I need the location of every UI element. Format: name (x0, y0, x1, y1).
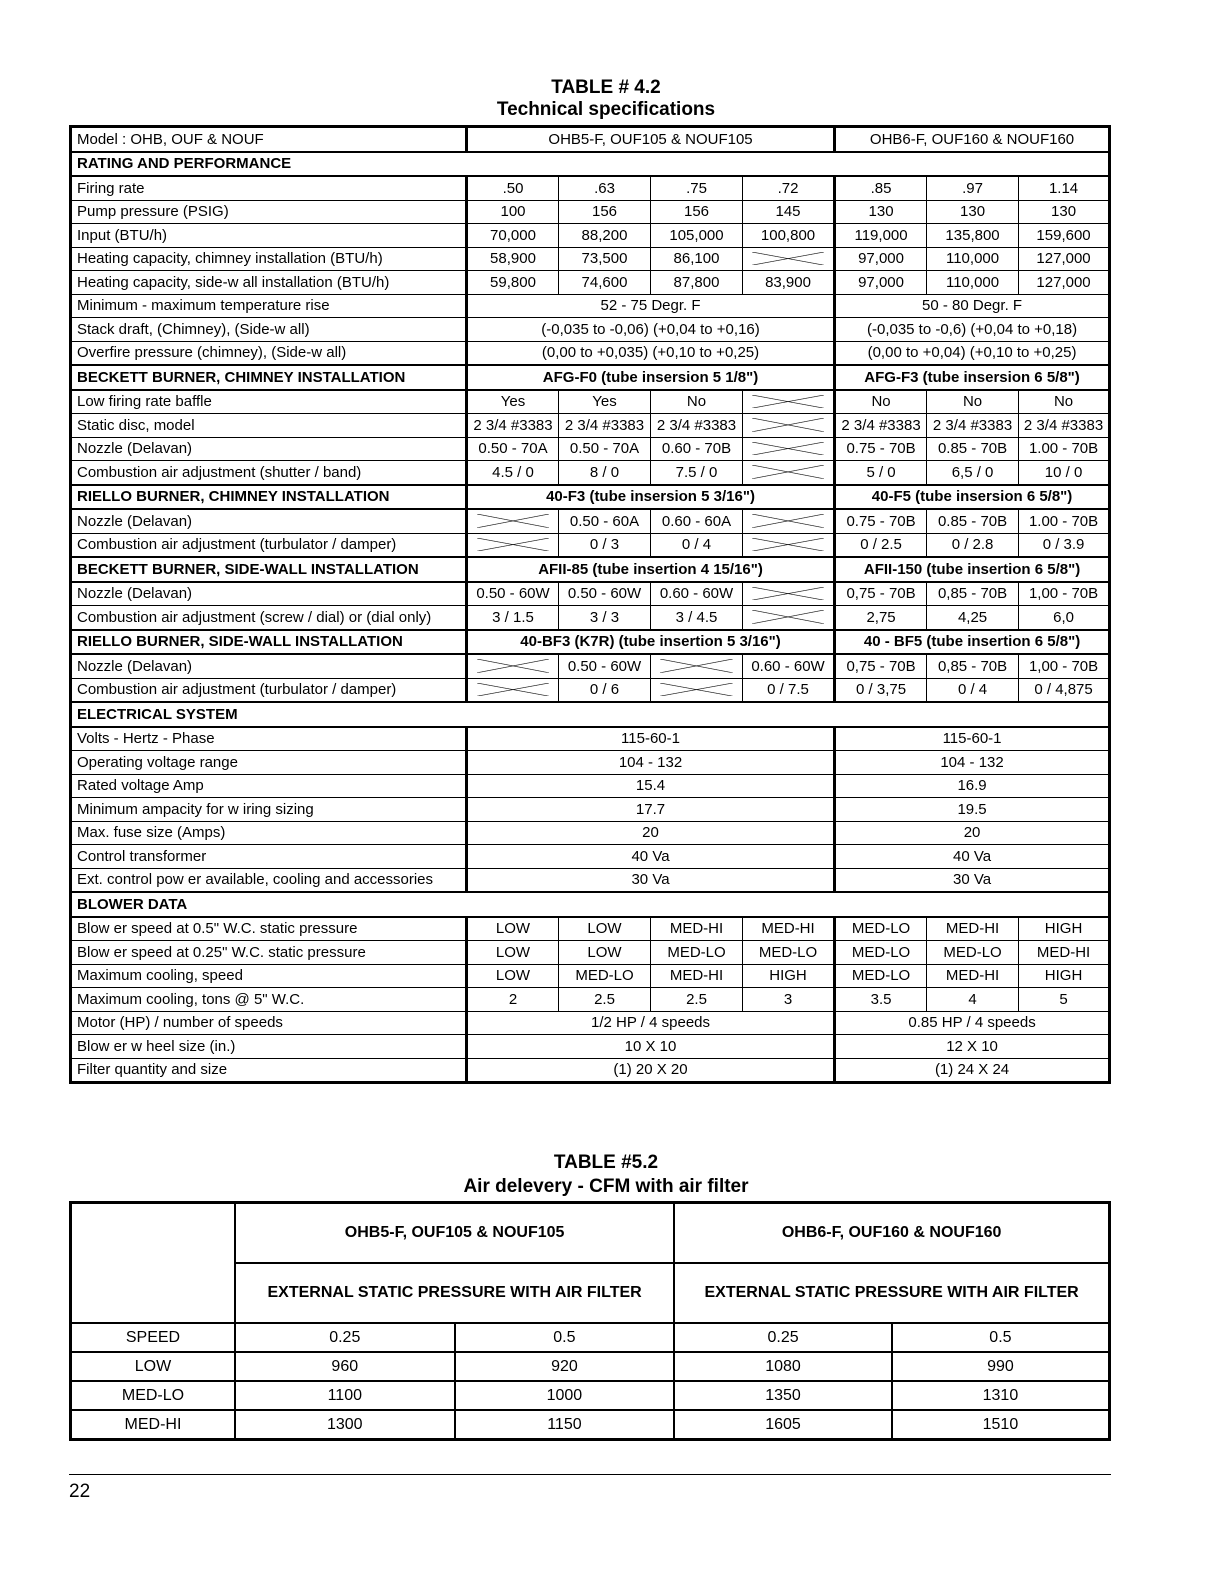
row-label: Heating capacity, chimney installation (BTU/h) (71, 247, 467, 271)
value-cell: 0 / 4 (651, 533, 743, 557)
row-label: Motor (HP) / number of speeds (71, 1011, 467, 1035)
table-4-2-title: TABLE # 4.2 (551, 77, 661, 98)
value-cell: 0 / 4,875 (1019, 678, 1110, 702)
value-cell: 0.75 - 70B (835, 509, 927, 533)
value-cell: 5 / 0 (835, 461, 927, 485)
row-label: Ext. control pow er available, cooling and accessories (71, 868, 467, 892)
cfm-cell: 920 (455, 1352, 675, 1381)
value-cell: 7.5 / 0 (651, 461, 743, 485)
value-cell: 0 / 6 (559, 678, 651, 702)
not-applicable-cell (743, 509, 835, 533)
value-cell: OHB5-F, OUF105 & NOUF105 (467, 127, 835, 152)
section-header-row (71, 152, 1110, 177)
value-cell: (-0,035 to -0,06) (+0,04 to +0,16) (467, 318, 835, 342)
value-cell: 15.4 (467, 774, 835, 798)
value-cell: (0,00 to +0,04) (+0,10 to +0,25) (835, 341, 1110, 365)
value-cell: 100,800 (743, 224, 835, 248)
value-cell: 104 - 132 (835, 751, 1110, 775)
footer-divider (69, 1474, 1111, 1475)
value-cell: AFG-F3 (tube insersion 6 5/8") (835, 365, 1110, 390)
value-cell: AFII-85 (tube insertion 4 15/16") (467, 557, 835, 582)
table-row (71, 727, 1110, 751)
row-label: Nozzle (Delavan) (71, 654, 467, 678)
value-cell: 0.50 - 60W (559, 654, 651, 678)
value-cell: 105,000 (651, 224, 743, 248)
value-cell: MED-LO (835, 964, 927, 988)
value-cell: 0.50 - 70A (467, 437, 559, 461)
value-cell: 3 / 4.5 (651, 606, 743, 630)
not-applicable-cell (743, 437, 835, 461)
row-label: Combustion air adjustment (turbulator / damper) (71, 678, 467, 702)
value-cell: 73,500 (559, 247, 651, 271)
row-label: Model : OHB, OUF & NOUF (71, 127, 467, 152)
value-cell: 156 (559, 200, 651, 224)
value-cell: 0,85 - 70B (927, 582, 1019, 606)
value-cell: 6,0 (1019, 606, 1110, 630)
value-cell: No (835, 390, 927, 414)
value-cell: Yes (467, 390, 559, 414)
value-cell: MED-HI (743, 917, 835, 941)
not-applicable-cell (743, 461, 835, 485)
section-header-row (71, 702, 1110, 727)
value-cell: 115-60-1 (835, 727, 1110, 751)
value-cell: 130 (835, 200, 927, 224)
table-row (71, 868, 1110, 892)
not-applicable-cell (743, 533, 835, 557)
value-cell: 159,600 (1019, 224, 1110, 248)
value-cell: .85 (835, 176, 927, 200)
value-cell: MED-HI (651, 917, 743, 941)
value-cell: 0.60 - 60A (651, 509, 743, 533)
value-cell: 0.50 - 70A (559, 437, 651, 461)
table-row (71, 751, 1110, 775)
cfm-cell: 1605 (674, 1410, 892, 1440)
value-cell: 2 3/4 #3383 (835, 414, 927, 438)
model-b-header: OHB6-F, OUF160 & NOUF160 (674, 1203, 1109, 1264)
value-cell: HIGH (1019, 917, 1110, 941)
value-cell: 110,000 (927, 271, 1019, 295)
empty-corner-cell (71, 1203, 235, 1324)
not-applicable-cell (743, 247, 835, 271)
esp-header-a: EXTERNAL STATIC PRESSURE WITH AIR FILTER (235, 1263, 674, 1323)
row-label: Combustion air adjustment (screw / dial) or (dial only) (71, 606, 467, 630)
value-cell: AFII-150 (tube insertion 6 5/8") (835, 557, 1110, 582)
value-cell: 16.9 (835, 774, 1110, 798)
esp-header-b: EXTERNAL STATIC PRESSURE WITH AIR FILTER (674, 1263, 1109, 1323)
table-row (71, 988, 1110, 1012)
value-cell: No (1019, 390, 1110, 414)
value-cell: 20 (835, 821, 1110, 845)
value-cell: 83,900 (743, 271, 835, 295)
value-cell: 115-60-1 (467, 727, 835, 751)
value-cell: 0 / 2.5 (835, 533, 927, 557)
table-row (71, 845, 1110, 869)
table-row (71, 1352, 1110, 1381)
value-cell: 0.50 - 60W (559, 582, 651, 606)
value-cell: 2 3/4 #3383 (1019, 414, 1110, 438)
value-cell: 156 (651, 200, 743, 224)
row-label: Nozzle (Delavan) (71, 509, 467, 533)
value-cell: 4 (927, 988, 1019, 1012)
model-a-header: OHB5-F, OUF105 & NOUF105 (235, 1203, 674, 1264)
table-row (71, 390, 1110, 414)
row-label: BECKETT BURNER, CHIMNEY INSTALLATION (71, 365, 467, 390)
row-label: Combustion air adjustment (shutter / band) (71, 461, 467, 485)
row-label: Nozzle (Delavan) (71, 582, 467, 606)
value-cell: 1,00 - 70B (1019, 654, 1110, 678)
value-cell: 0,85 - 70B (927, 654, 1019, 678)
value-cell: 2 (467, 988, 559, 1012)
value-cell: 110,000 (927, 247, 1019, 271)
table-row (71, 582, 1110, 606)
table-row (71, 774, 1110, 798)
not-applicable-cell (743, 414, 835, 438)
speed-header: SPEED (71, 1323, 235, 1352)
value-cell: MED-LO (559, 964, 651, 988)
value-cell: 86,100 (651, 247, 743, 271)
row-label: Nozzle (Delavan) (71, 437, 467, 461)
value-cell: 2,75 (835, 606, 927, 630)
row-label: Minimum ampacity for w iring sizing (71, 798, 467, 822)
value-cell: MED-HI (651, 964, 743, 988)
value-cell: 12 X 10 (835, 1035, 1110, 1059)
air-delivery-table (69, 1201, 1111, 1441)
value-cell: 88,200 (559, 224, 651, 248)
section-header-row (71, 630, 1110, 655)
pressure-header: 0.5 (892, 1323, 1110, 1352)
table-row (71, 1381, 1110, 1410)
table-row (71, 917, 1110, 941)
value-cell: 52 - 75 Degr. F (467, 294, 835, 318)
value-cell: 130 (927, 200, 1019, 224)
value-cell: 2 3/4 #3383 (559, 414, 651, 438)
value-cell: 74,600 (559, 271, 651, 295)
value-cell: 50 - 80 Degr. F (835, 294, 1110, 318)
value-cell: 30 Va (835, 868, 1110, 892)
value-cell: 2 3/4 #3383 (651, 414, 743, 438)
table-row (71, 271, 1110, 295)
not-applicable-cell (743, 390, 835, 414)
section-header-row (71, 892, 1110, 917)
table-5-2-subtitle: Air delevery - CFM with air filter (463, 1176, 749, 1197)
value-cell: 10 / 0 (1019, 461, 1110, 485)
value-cell: 8 / 0 (559, 461, 651, 485)
value-cell: 5 (1019, 988, 1110, 1012)
value-cell: (0,00 to +0,035) (+0,10 to +0,25) (467, 341, 835, 365)
value-cell: .75 (651, 176, 743, 200)
value-cell: .50 (467, 176, 559, 200)
value-cell: 3 / 3 (559, 606, 651, 630)
table-row (71, 224, 1110, 248)
value-cell: AFG-F0 (tube insersion 5 1/8") (467, 365, 835, 390)
value-cell: (-0,035 to -0,6) (+0,04 to +0,18) (835, 318, 1110, 342)
value-cell: 127,000 (1019, 271, 1110, 295)
row-label: Control transformer (71, 845, 467, 869)
table-row (71, 964, 1110, 988)
row-label: Low firing rate baffle (71, 390, 467, 414)
value-cell: 135,800 (927, 224, 1019, 248)
speed-cell: LOW (71, 1352, 235, 1381)
not-applicable-cell (467, 678, 559, 702)
row-label: Blow er speed at 0.25" W.C. static pressure (71, 941, 467, 965)
value-cell: 130 (1019, 200, 1110, 224)
cfm-cell: 1080 (674, 1352, 892, 1381)
table-row (71, 1410, 1110, 1440)
row-label: BLOWER DATA (71, 892, 1110, 917)
value-cell: 119,000 (835, 224, 927, 248)
value-cell: 1.14 (1019, 176, 1110, 200)
value-cell: OHB6-F, OUF160 & NOUF160 (835, 127, 1110, 152)
value-cell: LOW (467, 964, 559, 988)
value-cell: 100 (467, 200, 559, 224)
table-row (71, 941, 1110, 965)
value-cell: Yes (559, 390, 651, 414)
not-applicable-cell (651, 654, 743, 678)
value-cell: 70,000 (467, 224, 559, 248)
cfm-cell: 990 (892, 1352, 1110, 1381)
value-cell: 10 X 10 (467, 1035, 835, 1059)
row-label: RIELLO BURNER, SIDE-WALL INSTALLATION (71, 630, 467, 655)
row-label: RIELLO BURNER, CHIMNEY INSTALLATION (71, 485, 467, 510)
table-row (71, 247, 1110, 271)
value-cell: 40 Va (467, 845, 835, 869)
table-4-2-subtitle: Technical specifications (496, 99, 716, 120)
row-label: Stack draft, (Chimney), (Side-w all) (71, 318, 467, 342)
value-cell: 1/2 HP / 4 speeds (467, 1011, 835, 1035)
value-cell: 17.7 (467, 798, 835, 822)
speed-cell: MED-HI (71, 1410, 235, 1440)
page-number: 22 (69, 1481, 91, 1502)
value-cell: 0 / 2.8 (927, 533, 1019, 557)
row-label: RATING AND PERFORMANCE (71, 152, 1110, 177)
value-cell: MED-HI (927, 917, 1019, 941)
value-cell: HIGH (743, 964, 835, 988)
value-cell: 0 / 3,75 (835, 678, 927, 702)
value-cell: 97,000 (835, 247, 927, 271)
value-cell: 145 (743, 200, 835, 224)
row-label: Volts - Hertz - Phase (71, 727, 467, 751)
table-row (71, 176, 1110, 200)
table-row (71, 821, 1110, 845)
cfm-cell: 960 (235, 1352, 455, 1381)
section-header-row (71, 365, 1110, 390)
table-row (71, 678, 1110, 702)
value-cell: 0 / 7.5 (743, 678, 835, 702)
value-cell: LOW (467, 917, 559, 941)
value-cell: 59,800 (467, 271, 559, 295)
table-row (71, 533, 1110, 557)
value-cell: 3.5 (835, 988, 927, 1012)
value-cell: 0.85 - 70B (927, 437, 1019, 461)
cfm-cell: 1310 (892, 1381, 1110, 1410)
value-cell: 3 (743, 988, 835, 1012)
value-cell: 0.85 - 70B (927, 509, 1019, 533)
table-row (71, 200, 1110, 224)
value-cell: 2 3/4 #3383 (927, 414, 1019, 438)
cfm-cell: 1150 (455, 1410, 675, 1440)
value-cell: 4.5 / 0 (467, 461, 559, 485)
table-row (71, 606, 1110, 630)
value-cell: LOW (559, 941, 651, 965)
pressure-header: 0.5 (455, 1323, 675, 1352)
value-cell: 40 - BF5 (tube insertion 6 5/8") (835, 630, 1110, 655)
value-cell: MED-LO (651, 941, 743, 965)
value-cell: (1) 20 X 20 (467, 1058, 835, 1083)
value-cell: 1.00 - 70B (1019, 509, 1110, 533)
model-header-row (71, 127, 1110, 152)
table-row (71, 341, 1110, 365)
row-label: Pump pressure (PSIG) (71, 200, 467, 224)
pressure-header: 0.25 (235, 1323, 455, 1352)
value-cell: 127,000 (1019, 247, 1110, 271)
value-cell: 0.85 HP / 4 speeds (835, 1011, 1110, 1035)
row-label: BECKETT BURNER, SIDE-WALL INSTALLATION (71, 557, 467, 582)
not-applicable-cell (743, 606, 835, 630)
section-header-row (71, 485, 1110, 510)
not-applicable-cell (651, 678, 743, 702)
table-5-2-title: TABLE #5.2 (553, 1152, 659, 1173)
value-cell: 6,5 / 0 (927, 461, 1019, 485)
not-applicable-cell (743, 582, 835, 606)
value-cell: 0.75 - 70B (835, 437, 927, 461)
row-label: Minimum - maximum temperature rise (71, 294, 467, 318)
value-cell: 0 / 3.9 (1019, 533, 1110, 557)
row-label: Firing rate (71, 176, 467, 200)
technical-specifications-table (69, 125, 1111, 1084)
table-row (71, 294, 1110, 318)
row-label: Heating capacity, side-w all installation (BTU/h) (71, 271, 467, 295)
value-cell: MED-LO (927, 941, 1019, 965)
value-cell: 0,75 - 70B (835, 654, 927, 678)
value-cell: 104 - 132 (467, 751, 835, 775)
value-cell: No (651, 390, 743, 414)
value-cell: 2 3/4 #3383 (467, 414, 559, 438)
not-applicable-cell (467, 509, 559, 533)
value-cell: 40 Va (835, 845, 1110, 869)
cfm-cell: 1350 (674, 1381, 892, 1410)
row-label: Overfire pressure (chimney), (Side-w all) (71, 341, 467, 365)
section-header-row (71, 557, 1110, 582)
pressure-header: 0.25 (674, 1323, 892, 1352)
value-cell: 87,800 (651, 271, 743, 295)
cfm-cell: 1300 (235, 1410, 455, 1440)
value-cell: .97 (927, 176, 1019, 200)
value-cell: MED-HI (927, 964, 1019, 988)
value-cell: MED-HI (1019, 941, 1110, 965)
value-cell: HIGH (1019, 964, 1110, 988)
row-label: Static disc, model (71, 414, 467, 438)
value-cell: 20 (467, 821, 835, 845)
value-cell: MED-LO (835, 917, 927, 941)
speed-cell: MED-LO (71, 1381, 235, 1410)
cfm-cell: 1510 (892, 1410, 1110, 1440)
value-cell: 58,900 (467, 247, 559, 271)
table-row (71, 414, 1110, 438)
table-row (71, 509, 1110, 533)
row-label: Blow er w heel size (in.) (71, 1035, 467, 1059)
value-cell: 3 / 1.5 (467, 606, 559, 630)
value-cell: 40-F5 (tube insersion 6 5/8") (835, 485, 1110, 510)
value-cell: 2.5 (651, 988, 743, 1012)
row-label: ELECTRICAL SYSTEM (71, 702, 1110, 727)
row-label: Filter quantity and size (71, 1058, 467, 1083)
value-cell: .63 (559, 176, 651, 200)
table-row (71, 461, 1110, 485)
value-cell: 0.60 - 60W (743, 654, 835, 678)
table-row (71, 437, 1110, 461)
value-cell: 30 Va (467, 868, 835, 892)
not-applicable-cell (467, 654, 559, 678)
value-cell: 1,00 - 70B (1019, 582, 1110, 606)
value-cell: 0.50 - 60A (559, 509, 651, 533)
value-cell: .72 (743, 176, 835, 200)
row-label: Rated voltage Amp (71, 774, 467, 798)
not-applicable-cell (467, 533, 559, 557)
table-row (71, 798, 1110, 822)
cfm-cell: 1000 (455, 1381, 675, 1410)
table-row (71, 654, 1110, 678)
value-cell: 0 / 4 (927, 678, 1019, 702)
row-label: Input (BTU/h) (71, 224, 467, 248)
row-label: Max. fuse size (Amps) (71, 821, 467, 845)
value-cell: 1.00 - 70B (1019, 437, 1110, 461)
value-cell: 0.60 - 70B (651, 437, 743, 461)
row-label: Maximum cooling, speed (71, 964, 467, 988)
row-label: Operating voltage range (71, 751, 467, 775)
value-cell: 19.5 (835, 798, 1110, 822)
table-row (71, 1058, 1110, 1083)
table-row (71, 1011, 1110, 1035)
value-cell: MED-LO (835, 941, 927, 965)
value-cell: 0 / 3 (559, 533, 651, 557)
row-label: Maximum cooling, tons @ 5" W.C. (71, 988, 467, 1012)
value-cell: MED-LO (743, 941, 835, 965)
table-row (71, 1035, 1110, 1059)
value-cell: (1) 24 X 24 (835, 1058, 1110, 1083)
value-cell: 0,75 - 70B (835, 582, 927, 606)
value-cell: 0.60 - 60W (651, 582, 743, 606)
value-cell: 0.50 - 60W (467, 582, 559, 606)
value-cell: 40-F3 (tube insersion 5 3/16") (467, 485, 835, 510)
cfm-cell: 1100 (235, 1381, 455, 1410)
value-cell: 4,25 (927, 606, 1019, 630)
value-cell: LOW (559, 917, 651, 941)
table-row (71, 318, 1110, 342)
value-cell: 2.5 (559, 988, 651, 1012)
value-cell: LOW (467, 941, 559, 965)
value-cell: No (927, 390, 1019, 414)
row-label: Combustion air adjustment (turbulator / damper) (71, 533, 467, 557)
value-cell: 97,000 (835, 271, 927, 295)
value-cell: 40-BF3 (K7R) (tube insertion 5 3/16") (467, 630, 835, 655)
row-label: Blow er speed at 0.5" W.C. static pressure (71, 917, 467, 941)
